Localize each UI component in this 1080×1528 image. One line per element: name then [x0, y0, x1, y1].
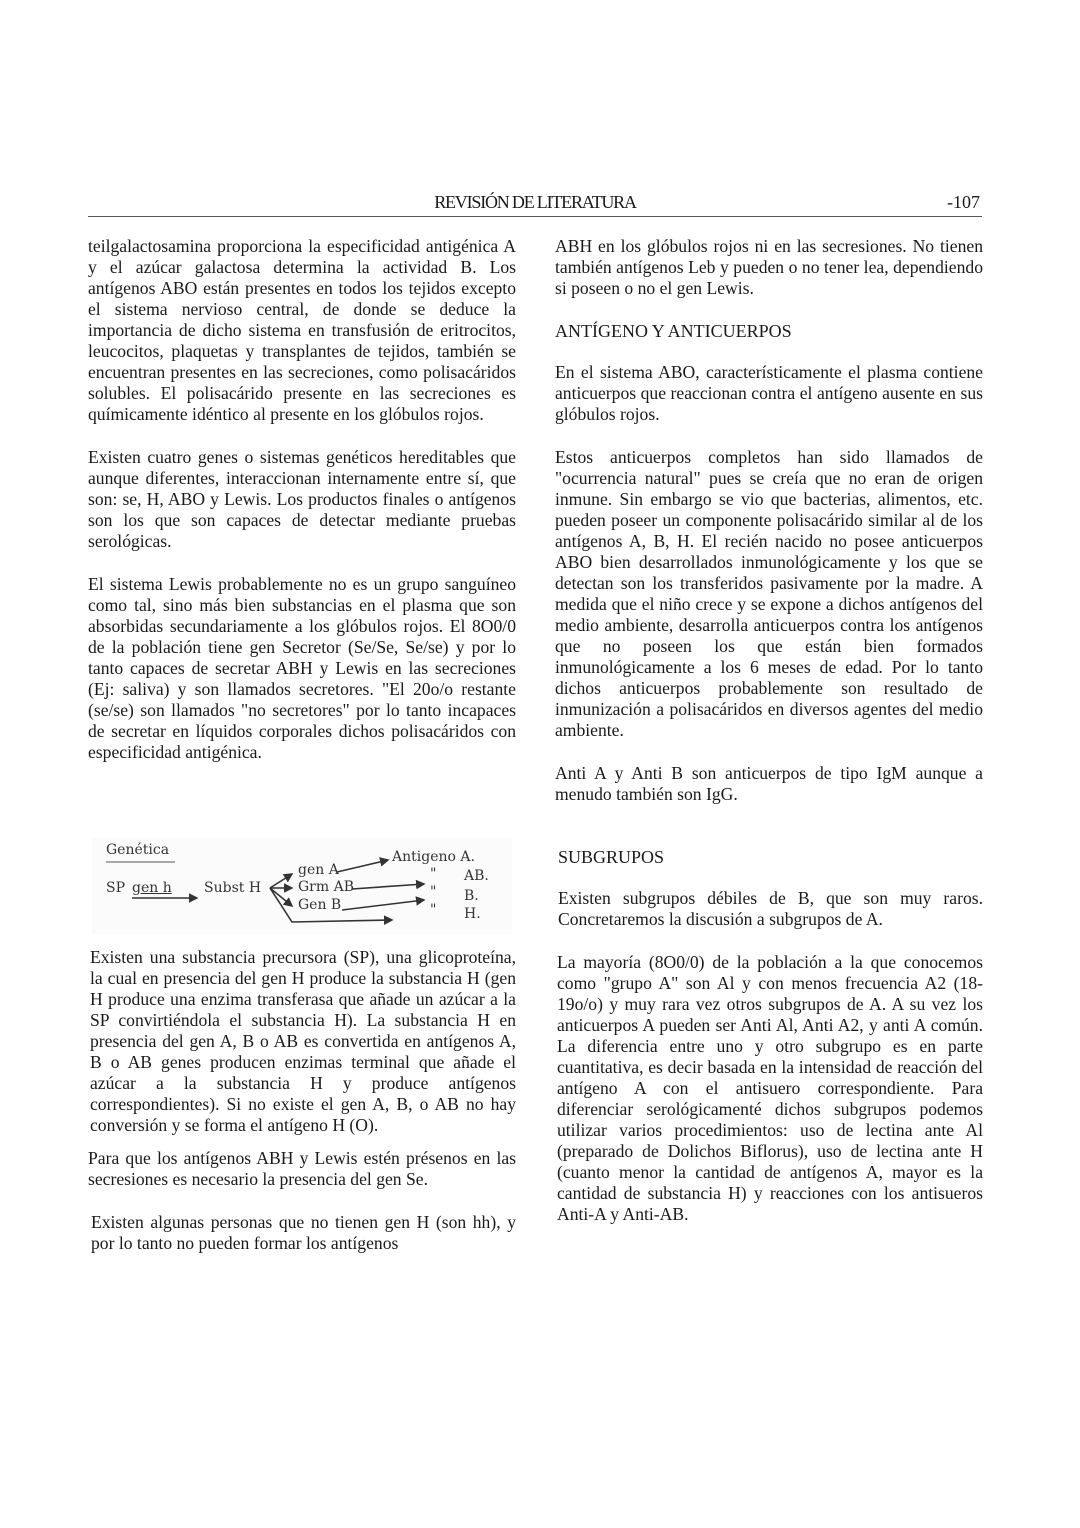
paragraph: Anti A y Anti B son anticuerpos de tipo IgM aunque a menudo también son IgG.: [555, 763, 983, 804]
paragraph: Existen cuatro genes o sistemas genéticos hereditables que aunque diferentes, interaccionan internamente entre sí, que son: se, H, ABO y Lewis. Los productos finales o antígenos son los que son capaces de detectar mediante pruebas serológicas.: [88, 447, 516, 551]
paragraph: Existen algunas personas que no tienen gen H (son hh), y por lo tanto no pueden formar los antígenos: [91, 1212, 516, 1253]
paragraph: La mayoría (8O0/0) de la población a la que conocemos como "grupo A" son Al y con menos frecuencia A2 (18-19o/o) y muy rara vez otros subgrupos de A. A su vez los anticuerpos A pueden ser Anti Al, Anti A2, y anti A común. La diferencia entre uno y otro subgrupo es en parte cuantitativa, es decir basada en la intensidad de reacción del antígeno A con el antisuero correspondiente. Para diferenciar serológicamenté dichos subgrupos podemos utilizar varios procedimientos: uso de lectina ante Al (preparado de Dolichos Biflorus), uso de lectina ante H (cuanto menor la cantidad de antígenos A, mayor es la cantidad de substancia H) y reacciones con los antisueros Anti-A y Anti-AB.: [557, 952, 983, 1224]
label-ab: AB.: [464, 868, 489, 884]
ditto-mark: ": [430, 884, 437, 900]
paragraph: Estos anticuerpos completos han sido llamados de "ocurrencia natural" pues se creía que no eran de origen inmune. Sin embargo se vio que bacterias, alimentos, etc. pueden poseer un componente polisacárido similar al de los antígenos A, B, H. El recién nacido no posee anticuerpos ABO bien desarrollados inmunológicamente y los que se detectan son los transferidos pasivamente por la madre. A medida que el niño crece y se expone a dichos antígenos del medio ambiente, desarrolla anticuerpos contra los antígenos que no poseen los que están bien formados inmunológicamente a los 6 meses de edad. Por lo tanto dichos anticuerpos probablemente son resultado de inmunización a polisacáridos en diversos agentes del medio ambiente.: [555, 447, 983, 740]
section-heading: SUBGRUPOS: [558, 847, 665, 867]
label-gen-b: Gen B: [298, 897, 342, 913]
genetics-diagram: [92, 838, 512, 934]
right-column: [555, 236, 983, 1225]
paragraph: Existen una substancia precursora (SP), una glicoproteína, la cual en presencia del gen H produce la substancia H (gen H produce una enzima transferasa que añade un azúcar a la SP convirtiéndola el substancia H). La substancia H en presencia del gen A, B o AB es convertida en antígenos A, B o AB genes producen enzimas terminal que añade el azúcar a la substancia H y produce antígenos correspondientes). Si no existe el gen A, B, o AB no hay conversión y se forma el antígeno H (O).: [90, 947, 516, 1135]
running-header: [88, 192, 982, 217]
paragraph: Existen subgrupos débiles de B, que son muy raros. Concretaremos la discusión a subgrupos de A.: [558, 888, 983, 929]
page-number: -107: [947, 192, 980, 212]
left-column-top: [88, 236, 516, 763]
paragraph: ABH en los glóbulos rojos ni en las secresiones. No tienen también antígenos Leb y pueden o no tener lea, dependiendo si poseen o no el gen Lewis.: [555, 236, 983, 298]
label-grm-ab: Grm AB: [298, 879, 354, 895]
paragraph: Para que los antígenos ABH y Lewis estén présenos en las secresiones es necesario la presencia del gen Se.: [88, 1148, 516, 1189]
paragraph: En el sistema ABO, característicamente el plasma contiene anticuerpos que reaccionan contra el antígeno ausente en sus glóbulos rojos.: [555, 362, 983, 424]
header-title: REVISIÓN DE LITERATURA: [434, 192, 636, 212]
label-gen-a: gen A: [298, 862, 339, 878]
section-heading: ANTÍGENO Y ANTICUERPOS: [555, 321, 792, 341]
label-h: H.: [464, 906, 481, 922]
label-gen-h: gen h: [132, 880, 172, 896]
paragraph: teilgalactosamina proporciona la especificidad antigénica A y el azúcar galactosa determina la actividad B. Los antígenos ABO están presentes en todos los tejidos excepto el sistema nervioso central, de donde se deduce la importancia de dicho sistema en transfusión de eritrocitos, leucocitos, plaquetas y transplantes de tejidos, también se encuentran presentes en las secreciones, como polisacáridos solubles. El polisacárido presente en las secreciones es químicamente idéntico al presente en los glóbulos rojos.: [88, 236, 516, 424]
label-antigeno-a: Antigeno A.: [392, 849, 475, 865]
left-column-bottom: [88, 947, 516, 1254]
label-sp: SP: [106, 880, 126, 896]
label-b: B.: [464, 888, 479, 904]
ditto-mark: ": [430, 866, 437, 882]
ditto-mark: ": [430, 902, 437, 918]
paragraph: El sistema Lewis probablemente no es un grupo sanguíneo como tal, sino más bien substancias en el plasma que son absorbidas secundariamente a los glóbulos rojos. El 8O0/0 de la población tiene gen Secretor (Se/Se, Se/se) y por lo tanto capaces de secretar ABH y Lewis en las secreciones (Ej: saliva) y son llamados secretores. "El 20o/o restante (se/se) son llamados "no secretores" por lo tanto incapaces de secretar en líquidos corporales dichos polisacáridos con especificidad antigénica.: [88, 574, 516, 762]
label-subst-h: Subst H: [204, 880, 262, 896]
diagram-title: Genética: [106, 842, 170, 858]
